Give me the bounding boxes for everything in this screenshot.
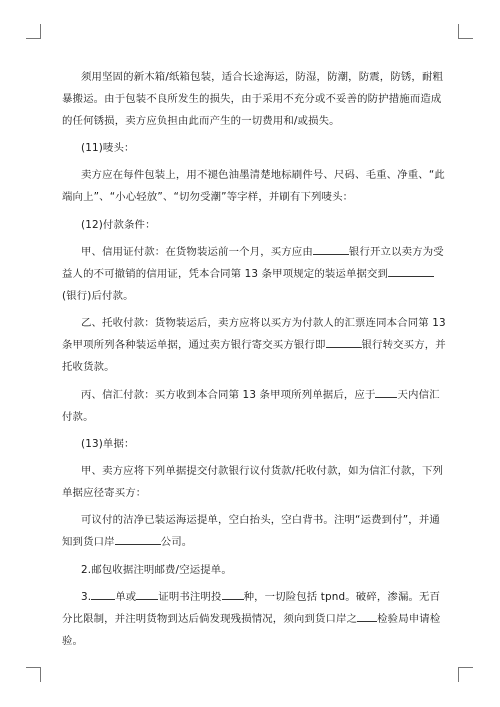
lc-text-2: 银行开立以卖方为受益人的不可撤销的信用证，凭本合同第 13 条甲项规定的装运单据交到 (62, 245, 444, 280)
remittance-clause (62, 384, 448, 428)
marks-heading: (11)唛头： (81, 142, 135, 155)
collection-clause (62, 312, 448, 378)
item3-text-4: 种，一切险包括 tpnd。破碎，渗漏。无百分比限制，并注明货物到达后倘发现残损情况，须向到货口岸之 (62, 591, 441, 626)
item3-text-5: 检验局申请检验。 (62, 613, 441, 648)
crop-mark-bottom-right (458, 667, 473, 682)
remit-text-1: 丙、信汇付款：买方收到本合同第 13 条甲项所列单据后，应于 (81, 388, 376, 401)
collection-text-2: 银行转交买方，并托收货款。 (62, 339, 446, 374)
item-3 (62, 586, 448, 652)
days-blank (375, 387, 397, 398)
bl-text-2: 公司。 (160, 536, 193, 549)
bl-text-1: 可议付的洁净已装运海运提单，空白抬头，空白背书。注明“运费到付”，并通知到货口岸 (62, 514, 440, 549)
marks-clause: 卖方应在每件包装上，用不褪色油墨清楚地标刷件号、尺码、毛重、净重、“此端向上”、“小心轻放”、“切勿受潮”等字样，并刷有下列唛头： (62, 169, 445, 204)
item3-blank-4 (357, 611, 377, 622)
documents-heading: (13)单据： (81, 437, 135, 450)
letter-of-credit-clause (62, 241, 448, 307)
payment-heading: (12)付款条件： (81, 218, 156, 231)
item3-text-2: 单或 (115, 591, 137, 604)
paying-bank-blank (388, 266, 434, 277)
crop-mark-top-left (26, 24, 41, 39)
bill-of-lading-clause (62, 509, 448, 553)
packing-clause: 须用坚固的新木箱/纸箱包装，适合长途海运，防湿，防潮，防震，防锈，耐粗暴搬运。由于包装不良所发生的损失，由于采用不充分或不妥善的防护措施而造成的任何锈损，卖方应负担由此而产生的一切费用和/或损失。 (62, 71, 444, 127)
item-2: 2.邮包收据注明邮费/空运提单。 (81, 563, 232, 576)
lc-text-1: 甲、信用证付款：在货物装运前一个月，买方应由 (81, 245, 313, 258)
document-body (62, 66, 448, 658)
item3-text-3: 证明书注明投 (158, 591, 222, 604)
crop-mark-top-right (458, 24, 473, 39)
item3-blank-3 (222, 589, 244, 600)
item3-blank-2 (136, 589, 158, 600)
buyer-bank-blank (326, 337, 362, 348)
documents-clause: 甲、卖方应将下列单据提交付款银行议付货款/托收付款，如为信汇付款，下列单据应径寄买方： (62, 464, 444, 499)
item3-blank-1 (91, 589, 115, 600)
crop-mark-bottom-left (26, 667, 41, 682)
collection-text-1: 乙、托收付款：货物装运后，卖方应将以买方为付款人的汇票连同本合同第 13 条甲项所列各种装运单据，通过卖方银行寄交买方银行即 (62, 317, 446, 352)
port-company-blank (115, 534, 161, 545)
lc-text-3: (银行)后付款。 (62, 289, 134, 302)
item3-text-1: 3. (81, 591, 92, 604)
bank-name-blank (313, 244, 349, 255)
remit-text-2: 天内信汇付款。 (62, 388, 440, 423)
